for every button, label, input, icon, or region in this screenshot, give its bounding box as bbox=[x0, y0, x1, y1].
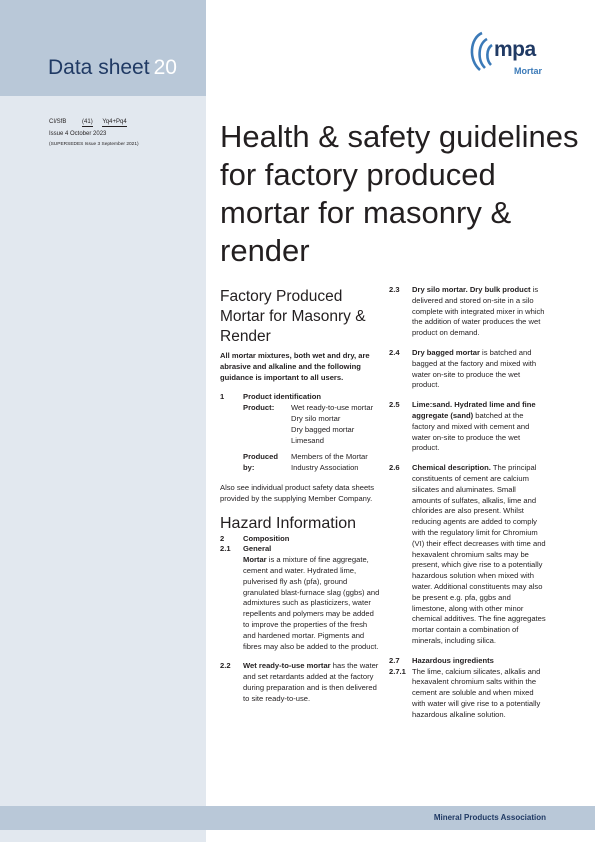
product-item: Dry bagged mortar bbox=[291, 424, 355, 434]
also-see-text: Also see individual product safety data sheets provided by the supplying Member Company. bbox=[220, 482, 375, 503]
hazard-heading: Hazard Information bbox=[220, 514, 357, 532]
product-item: Wet ready-to-use mortar bbox=[291, 403, 374, 413]
product-table bbox=[243, 403, 380, 474]
ref-yq4: Yq4+Pq4 bbox=[102, 119, 127, 125]
section-2-2: 2.2 Wet ready-to-use mortar has the water and set retardants added at the factory during preparation and is then delivered to site ready-to-use. bbox=[220, 661, 379, 703]
section-2-7-1: 2.7.1 The lime, calcium silicates, alkalis and hexavalent chromium salts within the cement are soluble and when mixed with water will give rise to a potentially hazardous alkaline solution. bbox=[389, 666, 541, 719]
data-sheet-label bbox=[48, 55, 177, 81]
product-item: Limesand bbox=[291, 435, 324, 445]
page-title: Health & safety guidelines for factory produced mortar for masonry & render bbox=[220, 119, 579, 268]
data-sheet-number: 20 bbox=[153, 56, 177, 79]
intro-text: All mortar mixtures, both wet and dry, are abrasive and alkaline and the following guidance is important to all users. bbox=[220, 351, 370, 382]
left-column bbox=[220, 287, 380, 705]
produced-by-row: Produced by: Members of the Mortar Industry Association bbox=[243, 452, 380, 474]
footer-organisation: Mineral Products Association bbox=[433, 813, 546, 822]
footer-band bbox=[0, 806, 595, 830]
section-subtitle: Factory Produced Mortar for Masonry & Render bbox=[220, 288, 366, 345]
section-2-1: 2.1 General Mortar is a mixture of fine aggregate, cement and water. Hydrated lime, pulverised fly ash (pfa), ground granulated blast-furnace slag (ggbs) and admixtures such as plasticizers, water repellents and polymers may be added to improve the properties of the fresh and hardened mortar. Pigments and fibres may also be added to the product. bbox=[220, 544, 380, 651]
section-2-3: 2.3 Dry silo mortar. Dry bulk product is delivered and stored on-site in a silo complete with integrated mixer in which the addition of water produces the wet product on demand. bbox=[389, 285, 545, 338]
section-2-6: 2.6 Chemical description. The principal constituents of cement are calcium silicates and aluminates. Small amounts of sulfates, alkalis, lime and chlorides are also present. Whilst reducing agents are added to comply with the regulatory limit for Chromium (VI) their effect decreases with time and hexavalent chromium salts may be present, which give rise to a potentially hazardous solution when mixed with water. Additional constituents may also be present e.g. pfa, ggbs and limestone, along with other minor chemical additives. The fine aggregates mortar contain a combination of minerals, including silica. bbox=[389, 463, 546, 645]
section-2-7-heading: 2.7 Hazardous ingredients bbox=[389, 655, 494, 665]
data-sheet-header bbox=[0, 0, 206, 96]
classification-codes bbox=[49, 118, 127, 127]
right-column bbox=[389, 285, 547, 720]
product-row: Product: Wet ready-to-use mortar Dry silo mortar Dry bagged mortar Limesand bbox=[243, 403, 380, 446]
logo-subtitle: Mortar bbox=[514, 66, 543, 76]
section-2-4: 2.4 Dry bagged mortar is batched and bagged at the factory and mixed with water on-site to produce the wet product. bbox=[389, 347, 537, 390]
issue-line: Issue 4 October 2023 bbox=[49, 131, 107, 137]
ref-41: (41) bbox=[82, 119, 93, 125]
section-1-heading: 1 Product identification bbox=[220, 392, 322, 402]
logo-name: mpa bbox=[494, 38, 536, 61]
product-item: Dry silo mortar bbox=[291, 413, 341, 423]
supersedes-line: (SUPERSEDES Issue 3 September 2021) bbox=[49, 142, 139, 147]
section-2-heading: 2 Composition bbox=[220, 533, 290, 543]
data-sheet-text: Data sheet bbox=[48, 56, 150, 79]
produced-by-value: Members of the Mortar Industry Association bbox=[291, 452, 368, 473]
ref-cisfb: CI/SfB bbox=[49, 119, 67, 125]
section-2-5: 2.5 Lime:sand. Hydrated lime and fine aggregate (sand) batched at the factory and mixed with cement and water on-site to produce the wet product. bbox=[389, 400, 536, 453]
